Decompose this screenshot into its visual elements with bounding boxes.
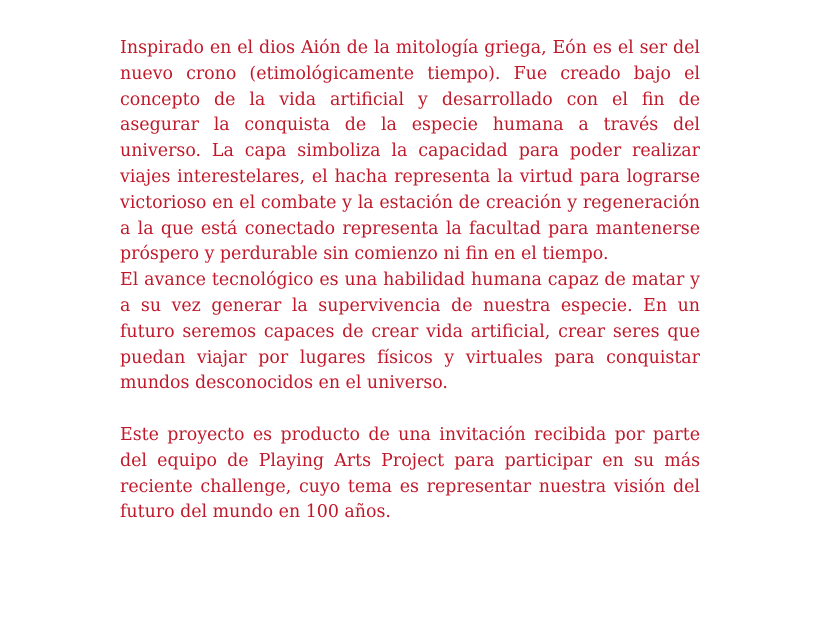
paragraph-technology: El avance tecnológico es una habilidad humana capaz de matar y a su vez generar la supervivencia de nuestra especie. En un futuro seremos capaces de crear vida artificial, crear seres que puedan viajar por lugares físicos y virtuales para conquistar mundos desconocidos en el universo. xyxy=(120,270,700,394)
paragraph-project: Este proyecto es producto de una invitación recibida por parte del equipo de Playing Arts Project para participar en su más reciente challenge, cuyo tema es representar nuestra visión del futuro del mundo en 100 años. xyxy=(120,424,700,523)
paragraph-eon-description: Inspirado en el dios Aión de la mitología griega, Eón es el ser del nuevo crono (etimológicamente tiempo). Fue creado bajo el concepto de la vida artificial y desarrollado con el fin de asegurar la conquista de la especie humana a través del universo. La capa simboliza la capacidad para poder realizar viajes interestelares, el hacha representa la virtud para lograrse victorioso en el combate y la estación de creación y regeneración a la que está conectado representa la facultad para mantenerse próspero y perdurable sin comienzo ni fin en el tiempo. xyxy=(120,38,700,265)
document-body xyxy=(120,36,700,526)
paragraph-spacer xyxy=(120,397,700,423)
